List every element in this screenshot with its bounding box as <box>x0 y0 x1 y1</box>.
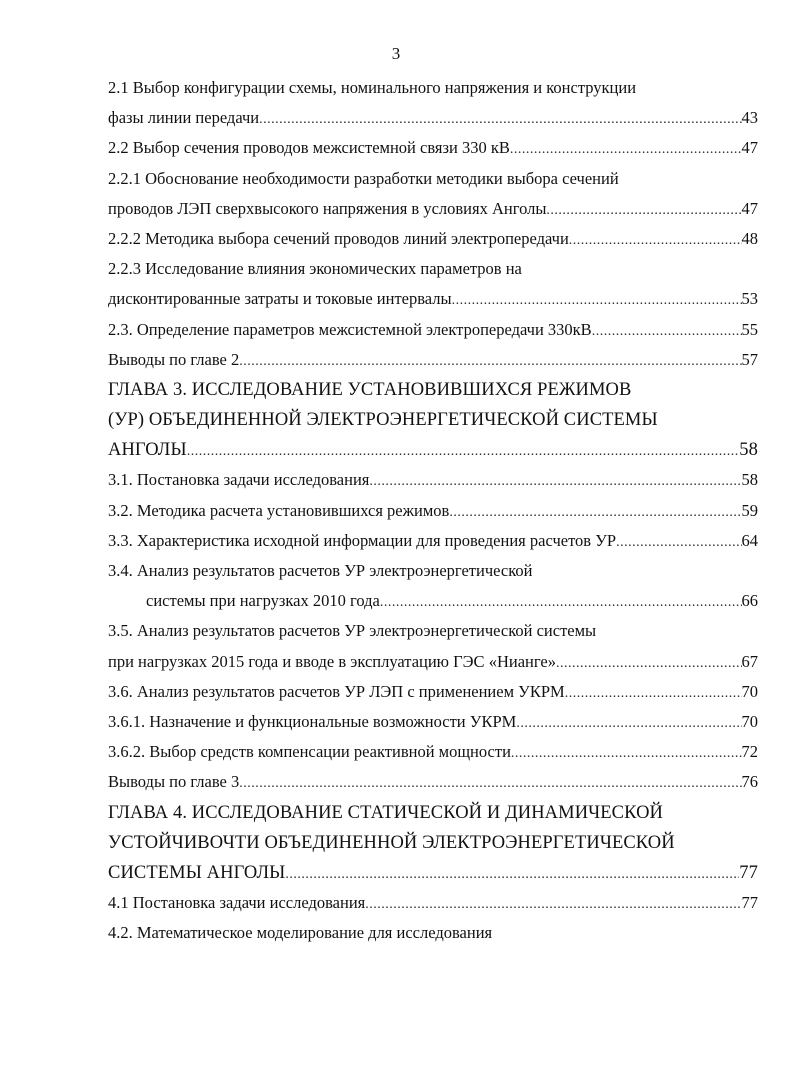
chapter-heading <box>108 405 758 435</box>
dot-leader <box>565 679 742 707</box>
toc-entry-page: 76 <box>741 772 758 792</box>
dot-leader <box>259 105 741 133</box>
toc-entry-page: 58 <box>741 470 758 490</box>
toc-entry <box>108 737 758 767</box>
dot-leader <box>369 467 741 495</box>
chapter-heading <box>108 798 758 828</box>
toc-entry-title: Выводы по главе 2 <box>108 349 240 369</box>
toc-entry-title: ГЛАВА 4. ИССЛЕДОВАНИЕ СТАТИЧЕСКОЙ И ДИНАМИЧЕСКОЙ <box>108 802 664 823</box>
dot-leader <box>449 498 741 526</box>
toc-entry-title: 3.1. Постановка задачи исследования <box>108 470 370 490</box>
toc-entry-page: 47 <box>741 138 758 158</box>
toc-entry-title: 2.2.3 Исследование влияния экономических параметров на <box>108 259 522 279</box>
toc-entry <box>108 647 758 677</box>
toc-entry-title: при нагрузках 2015 года и вводе в эксплуатацию ГЭС «Нианге» <box>108 651 556 671</box>
toc-entry <box>108 526 758 556</box>
toc-entry-title: 3.2. Методика расчета установившихся режимов <box>108 500 450 520</box>
dot-leader <box>239 347 741 375</box>
toc-entry-title: (УР) ОБЪЕДИНЕННОЙ ЭЛЕКТРОЭНЕРГЕТИЧЕСКОЙ СИСТЕМЫ <box>108 410 658 431</box>
toc-entry-page: 70 <box>741 711 758 731</box>
toc-entry-title: 2.2.1 Обоснование необходимости разработки методики выбора сечений <box>108 168 619 188</box>
toc-entry <box>108 224 758 254</box>
dot-leader <box>516 709 741 737</box>
chapter-heading <box>108 375 758 405</box>
toc-entry <box>108 284 758 314</box>
toc-entry-page: 67 <box>741 651 758 671</box>
toc-entry-title: 4.1 Постановка задачи исследования <box>108 893 366 913</box>
dot-leader <box>616 528 741 556</box>
toc-line <box>108 73 758 103</box>
toc-entry-title: ГЛАВА 3. ИССЛЕДОВАНИЕ УСТАНОВИВШИХСЯ РЕЖИМОВ <box>108 379 632 400</box>
dot-leader <box>285 860 739 888</box>
toc-entry-title: СИСТЕМЫ АНГОЛЫ <box>108 862 286 883</box>
dot-leader <box>452 286 742 314</box>
toc-entry-title: фазы линии передачи <box>108 108 260 128</box>
toc-entry <box>108 496 758 526</box>
dot-leader <box>511 739 742 767</box>
toc-entry-title: 2.3. Определение параметров межсистемной электропередачи 330кВ <box>108 319 592 339</box>
toc-entry <box>108 435 758 465</box>
toc-entry <box>108 133 758 163</box>
toc-entry-title: УСТОЙЧИВОЧТИ ОБЪЕДИНЕННОЙ ЭЛЕКТРОЭНЕРГЕТИЧЕСКОЙ <box>108 832 675 853</box>
toc-entry-title: 2.2 Выбор сечения проводов межсистемной связи 330 кВ <box>108 138 510 158</box>
dot-leader <box>187 437 740 465</box>
toc-entry <box>108 888 758 918</box>
dot-leader <box>239 769 741 797</box>
dot-leader <box>510 135 742 163</box>
toc-entry-title: 3.6.2. Выбор средств компенсации реактивной мощности <box>108 742 511 762</box>
dot-leader <box>569 226 742 254</box>
page-number: 3 <box>391 44 401 63</box>
toc-entry-title: АНГОЛЫ <box>108 440 187 461</box>
toc-entry <box>108 465 758 495</box>
toc-entry <box>108 345 758 375</box>
table-of-contents <box>108 73 758 948</box>
toc-entry-title: 4.2. Математическое моделирование для исследования <box>108 923 493 943</box>
toc-entry-page: 55 <box>741 319 758 339</box>
dot-leader <box>380 588 742 616</box>
toc-entry-page: 77 <box>739 862 758 883</box>
toc-entry-title: 3.6. Анализ результатов расчетов УР ЛЭП с применением УКРМ <box>108 681 565 701</box>
toc-line <box>108 556 758 586</box>
toc-entry-page: 58 <box>739 440 758 461</box>
toc-entry-page: 64 <box>741 530 758 550</box>
toc-entry-page: 47 <box>741 198 758 218</box>
toc-entry <box>108 194 758 224</box>
toc-entry-title: проводов ЛЭП сверхвысокого напряжения в условиях Анголы <box>108 198 547 218</box>
toc-entry-page: 43 <box>741 108 758 128</box>
toc-entry-title: системы при нагрузках 2010 года <box>146 591 380 611</box>
toc-entry-title: 3.5. Анализ результатов расчетов УР электроэнергетической системы <box>108 621 597 641</box>
toc-entry <box>108 103 758 133</box>
toc-entry-page: 59 <box>741 500 758 520</box>
toc-entry-page: 53 <box>741 289 758 309</box>
toc-entry-title: 3.4. Анализ результатов расчетов УР электроэнергетической <box>108 561 533 580</box>
toc-entry-title: 2.2.2 Методика выбора сечений проводов линий электропередачи <box>108 228 569 248</box>
dot-leader <box>556 649 742 677</box>
toc-entry-title: 2.1 Выбор конфигурации схемы, номинального напряжения и конструкции <box>108 78 637 97</box>
toc-line <box>108 164 758 194</box>
toc-entry-page: 72 <box>741 742 758 762</box>
toc-entry <box>108 677 758 707</box>
dot-leader <box>546 196 741 224</box>
toc-entry-title: 3.3. Характеристика исходной информации для проведения расчетов УР <box>108 530 617 550</box>
toc-line <box>108 616 758 646</box>
toc-entry-page: 48 <box>741 228 758 248</box>
toc-entry-title: 3.6.1. Назначение и функциональные возможности УКРМ <box>108 711 517 731</box>
toc-entry <box>108 586 758 616</box>
toc-entry-page: 70 <box>741 681 758 701</box>
toc-line <box>108 254 758 284</box>
toc-entry-page: 57 <box>741 349 758 369</box>
dot-leader <box>592 317 742 345</box>
toc-entry <box>108 707 758 737</box>
chapter-heading <box>108 828 758 858</box>
toc-entry-page: 77 <box>741 893 758 913</box>
toc-entry-title: Выводы по главе 3 <box>108 772 240 792</box>
toc-entry <box>108 315 758 345</box>
toc-entry-page: 66 <box>741 591 758 611</box>
toc-entry <box>108 767 758 797</box>
toc-entry-title: дисконтированные затраты и токовые интервалы <box>108 289 452 309</box>
toc-entry <box>108 858 758 888</box>
dot-leader <box>365 890 741 918</box>
toc-line <box>108 918 758 948</box>
